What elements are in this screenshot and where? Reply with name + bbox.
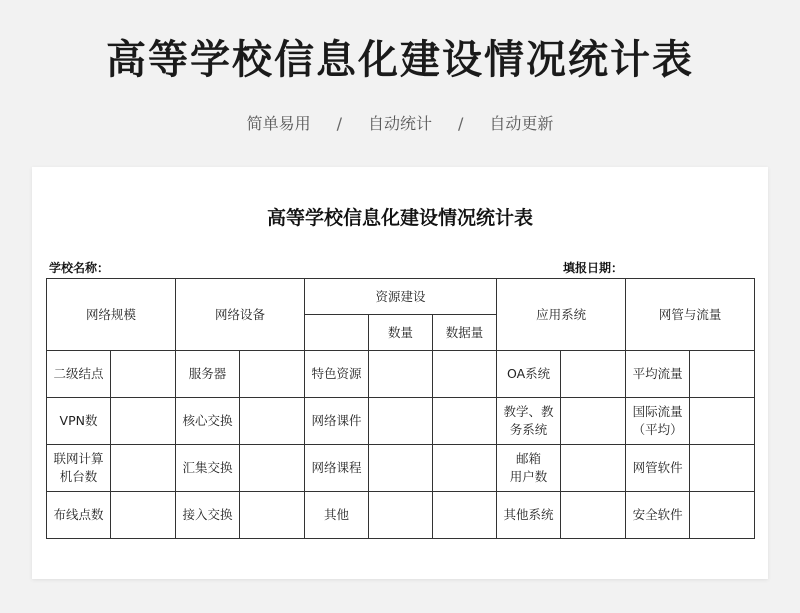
data-entry-cell[interactable] xyxy=(369,398,433,445)
data-entry-cell[interactable] xyxy=(111,445,176,492)
row-label-cell: 国际流量 （平均） xyxy=(626,398,690,445)
data-entry-cell[interactable] xyxy=(433,351,497,398)
data-entry-cell[interactable] xyxy=(240,492,305,539)
data-entry-cell[interactable] xyxy=(690,445,755,492)
row-label-cell: 网络课程 xyxy=(305,445,369,492)
row-label-cell: 安全软件 xyxy=(626,492,690,539)
row-label-cell: 服务器 xyxy=(176,351,240,398)
data-entry-cell[interactable] xyxy=(369,492,433,539)
tag-separator: / xyxy=(458,114,464,133)
data-entry-cell[interactable] xyxy=(111,351,176,398)
row-label-cell: 核心交换 xyxy=(176,398,240,445)
subheader-data-volume: 数据量 xyxy=(433,315,497,351)
subheader-count: 数量 xyxy=(369,315,433,351)
row-label-cell: 其他 xyxy=(305,492,369,539)
table-row xyxy=(47,351,755,398)
tag-easy: 简单易用 xyxy=(246,114,311,133)
header-resources: 资源建设 xyxy=(305,279,497,315)
data-entry-cell[interactable] xyxy=(111,398,176,445)
data-entry-cell[interactable] xyxy=(369,445,433,492)
feature-tagline xyxy=(0,112,800,136)
row-label-cell: 邮箱 用户数 xyxy=(497,445,561,492)
header-network-equipment: 网络设备 xyxy=(176,279,305,351)
tag-auto-update: 自动更新 xyxy=(489,114,554,133)
report-date-label: 填报日期： xyxy=(563,261,624,275)
data-entry-cell[interactable] xyxy=(690,351,755,398)
data-entry-cell[interactable] xyxy=(433,492,497,539)
subheader-empty xyxy=(305,315,369,351)
row-label-cell: 其他系统 xyxy=(497,492,561,539)
table-row xyxy=(47,445,755,492)
row-label-cell: 平均流量 xyxy=(626,351,690,398)
table-row xyxy=(47,492,755,539)
row-label-cell: 接入交换 xyxy=(176,492,240,539)
statistics-table xyxy=(46,278,755,539)
data-entry-cell[interactable] xyxy=(561,492,626,539)
data-entry-cell[interactable] xyxy=(111,492,176,539)
data-entry-cell[interactable] xyxy=(433,398,497,445)
header-network-scale: 网络规模 xyxy=(47,279,176,351)
data-entry-cell[interactable] xyxy=(690,492,755,539)
row-label-cell: 联网计算 机台数 xyxy=(47,445,111,492)
header-row xyxy=(47,279,755,315)
table-row xyxy=(47,398,755,445)
school-name-label: 学校名称： xyxy=(49,261,110,275)
data-entry-cell[interactable] xyxy=(690,398,755,445)
data-entry-cell[interactable] xyxy=(561,445,626,492)
sheet-card xyxy=(32,167,768,579)
row-label-cell: 网管软件 xyxy=(626,445,690,492)
data-entry-cell[interactable] xyxy=(433,445,497,492)
tag-separator: / xyxy=(336,114,342,133)
row-label-cell: 汇集交换 xyxy=(176,445,240,492)
header-netmgmt-traffic: 网管与流量 xyxy=(626,279,755,351)
sheet-title: 高等学校信息化建设情况统计表 xyxy=(266,207,533,229)
row-label-cell: 网络课件 xyxy=(305,398,369,445)
row-label-cell: 教学、教 务系统 xyxy=(497,398,561,445)
data-entry-cell[interactable] xyxy=(240,445,305,492)
data-entry-cell[interactable] xyxy=(561,351,626,398)
data-entry-cell[interactable] xyxy=(240,398,305,445)
tag-auto-stats: 自动统计 xyxy=(367,114,432,133)
row-label-cell: 特色资源 xyxy=(305,351,369,398)
data-entry-cell[interactable] xyxy=(369,351,433,398)
row-label-cell: 二级结点 xyxy=(47,351,111,398)
row-label-cell: 布线点数 xyxy=(47,492,111,539)
header-app-systems: 应用系统 xyxy=(497,279,626,351)
data-entry-cell[interactable] xyxy=(240,351,305,398)
row-label-cell: OA系统 xyxy=(497,351,561,398)
data-entry-cell[interactable] xyxy=(561,398,626,445)
page-title: 高等学校信息化建设情况统计表 xyxy=(106,37,694,83)
row-label-cell: VPN数 xyxy=(47,398,111,445)
